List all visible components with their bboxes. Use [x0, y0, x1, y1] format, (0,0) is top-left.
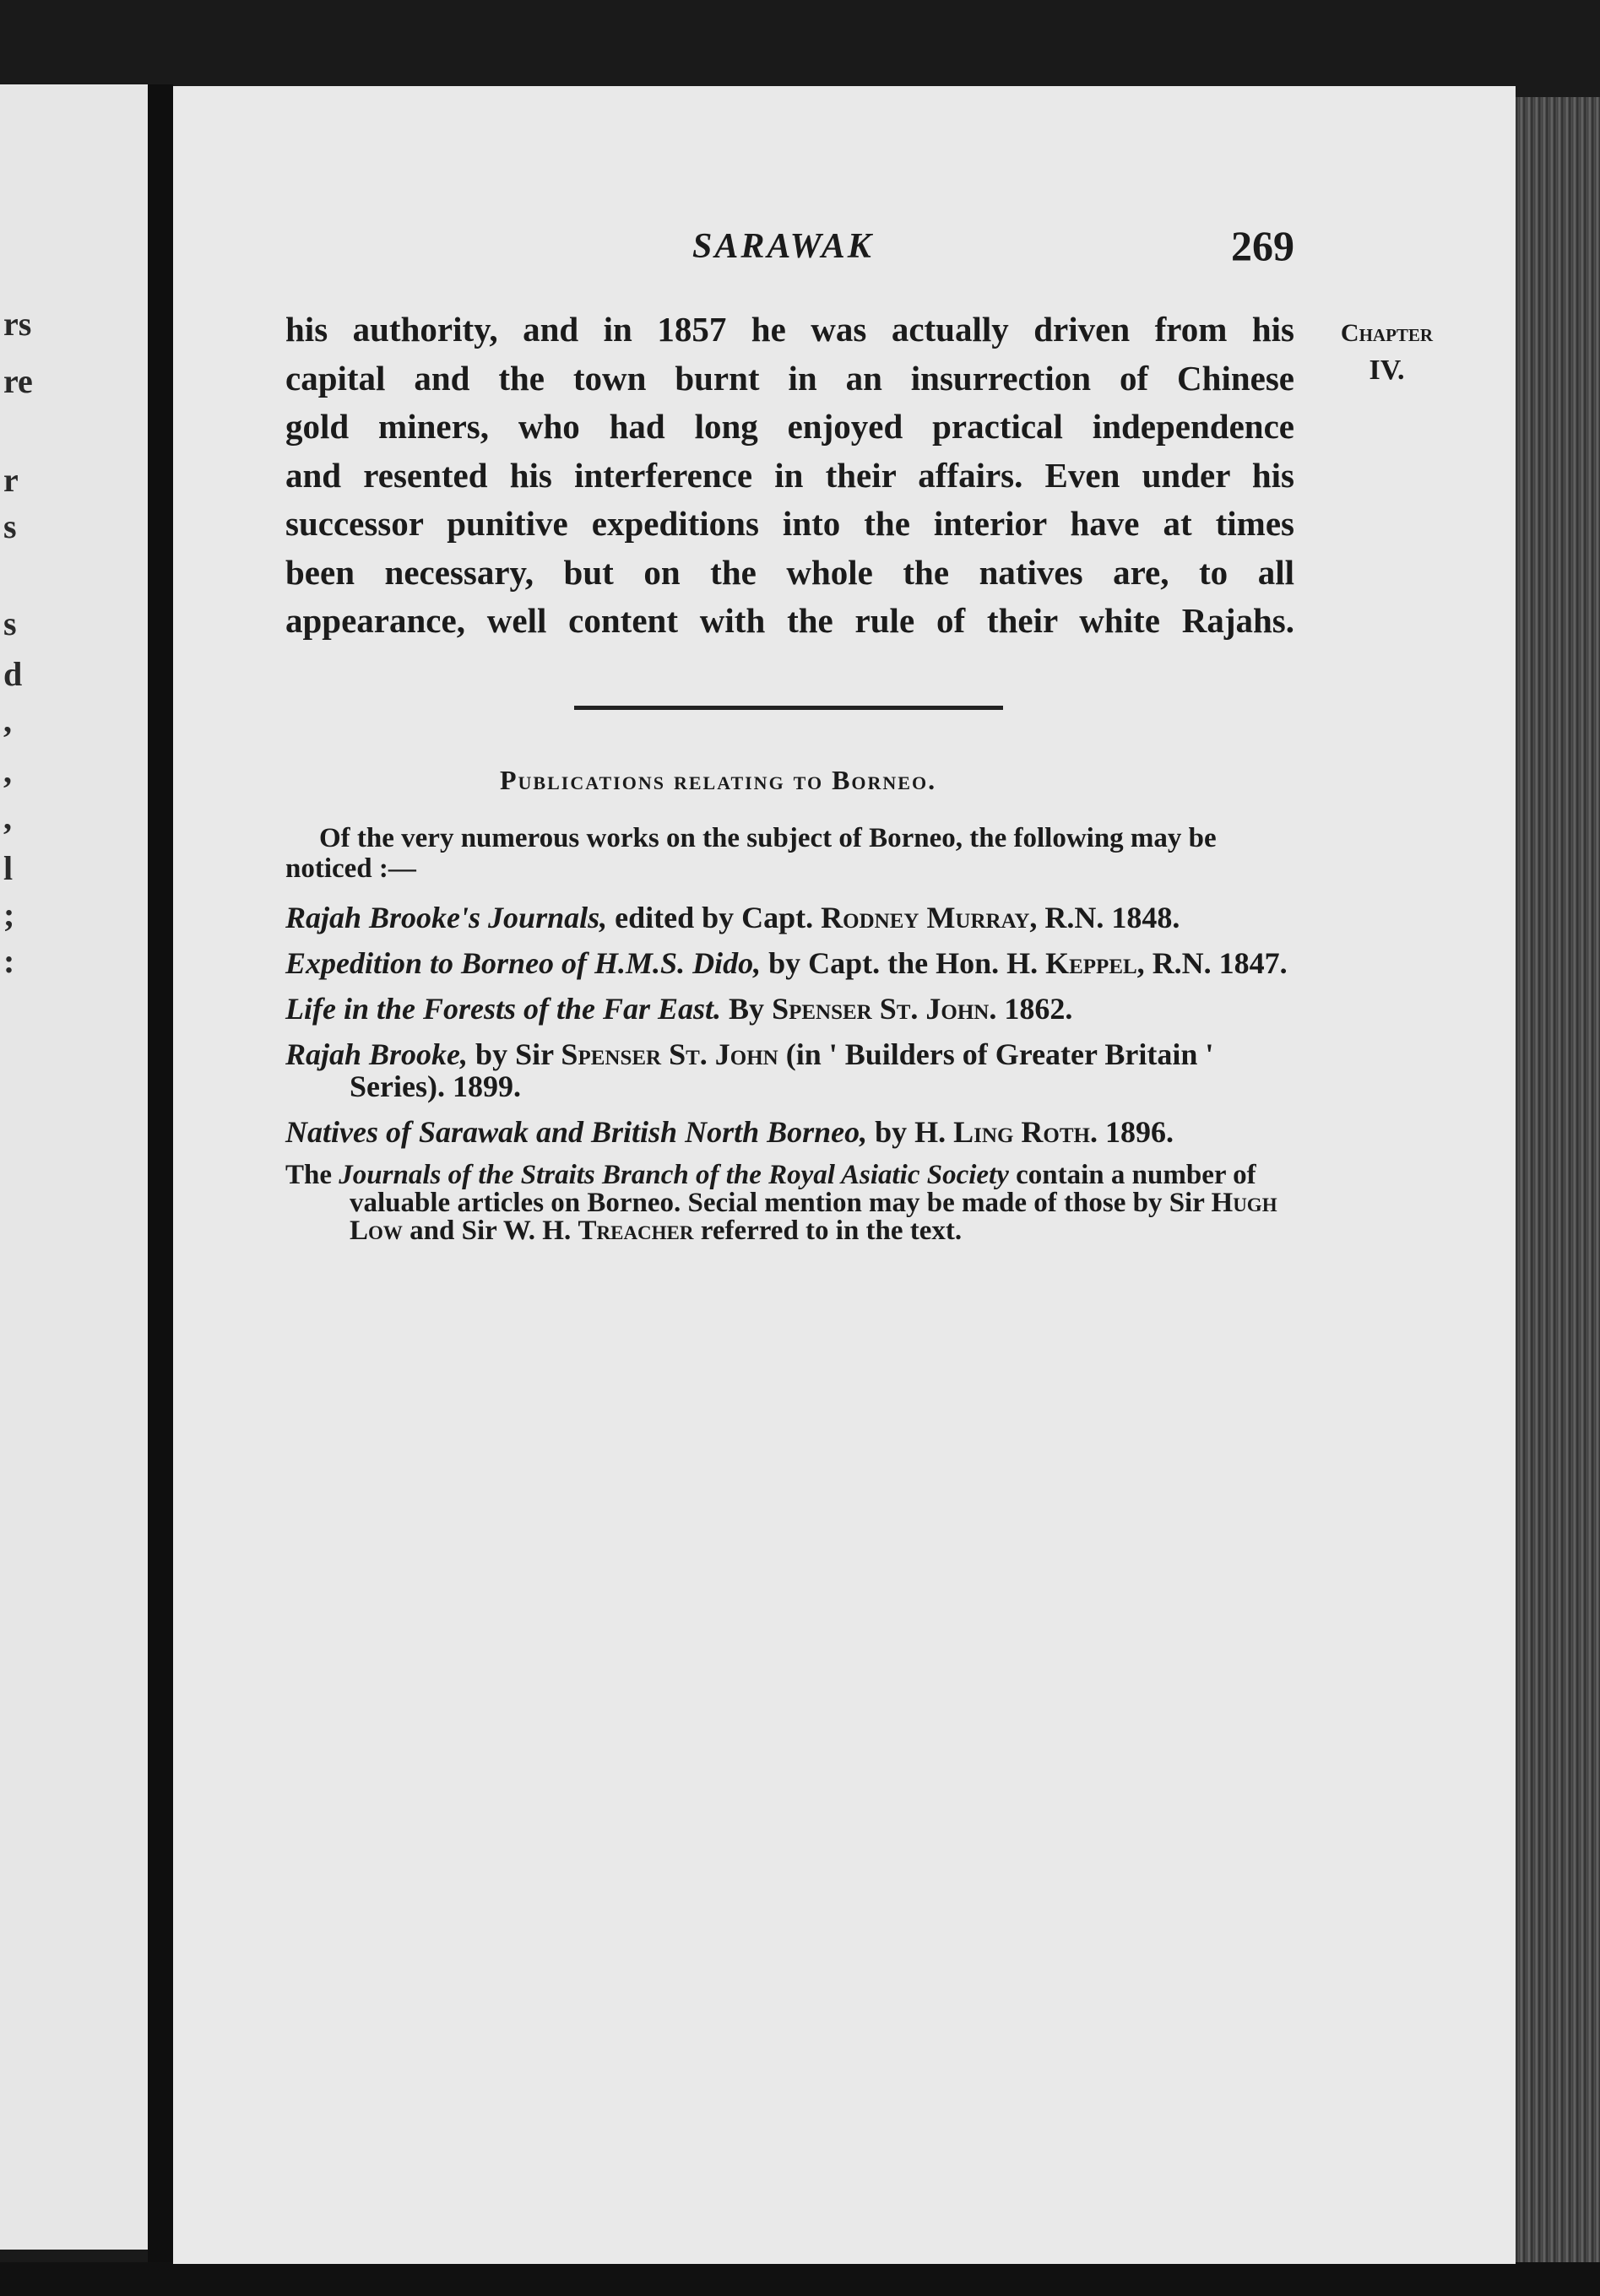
entry-text: referred to in the text. [693, 1216, 963, 1246]
body-line: and resented his interference in their affairs. Even under his [285, 455, 1294, 495]
work-title: Rajah Brooke, [285, 1037, 469, 1071]
entry-text: by H. [867, 1115, 954, 1149]
body-line: gold miners, who had long enjoyed practical independence [285, 407, 1294, 446]
left-fragment: , [3, 799, 12, 837]
body-line: successor punitive expeditions into the interior have at times [285, 504, 1294, 543]
bibliography-entry [285, 1038, 1292, 1102]
left-fragment: ; [3, 896, 15, 934]
work-title: Life in the Forests of the Far East. [285, 992, 722, 1026]
work-title: Rajah Brooke's Journals, [285, 901, 608, 934]
left-fragment: s [3, 507, 17, 545]
body-line: been necessary, but on the whole the natives are, to all [285, 552, 1294, 592]
entry-text: and Sir W. H. [402, 1216, 578, 1246]
left-fragment: r [3, 461, 19, 499]
body-paragraph [285, 306, 1294, 646]
work-title: Natives of Sarawak and British North Borneo, [285, 1115, 868, 1149]
left-fragment: , [3, 752, 12, 790]
left-fragment: : [3, 942, 15, 980]
work-title: Journals of the Straits Branch of the Royal Asiatic Society [339, 1160, 1009, 1190]
running-head: SARAWAK [692, 227, 874, 266]
left-fragment: re [3, 362, 33, 400]
section-heading: Publications relating to Borneo. [500, 765, 937, 795]
section-divider [574, 706, 1003, 710]
work-title: Expedition to Borneo of H.M.S. Dido, [285, 946, 762, 980]
entry-text: by Capt. the Hon. H. [761, 946, 1046, 980]
chapter-number: IV. [1369, 354, 1405, 386]
author-name: Spenser St. John. [772, 992, 997, 1026]
body-line: capital and the town burnt in an insurrection of Chinese [285, 358, 1294, 398]
author-name: Treacher [578, 1216, 694, 1246]
bibliography-intro: Of the very numerous works on the subject of Borneo, the following may be noticed :— [285, 823, 1217, 884]
left-fragment: s [3, 604, 17, 642]
page-number: 269 [1231, 222, 1294, 269]
entry-text: edited by Capt. [607, 901, 822, 934]
left-fragment: rs [3, 305, 32, 343]
body-line: appearance, well content with the rule of their white Rajahs. [285, 601, 1294, 640]
entry-text: 1862. [996, 992, 1073, 1026]
entry-text: contain a number of valuable articles on Borneo. Secial mention may be made of those by Sir [350, 1160, 1256, 1218]
author-name: Spenser St. John [561, 1037, 778, 1071]
bibliography-entry [285, 1116, 1292, 1148]
left-fragment: d [3, 655, 23, 693]
bibliography-entry [285, 993, 1292, 1025]
entry-text: R.N. 1847. [1144, 946, 1288, 980]
page-stack-edge [1511, 97, 1600, 2296]
bibliography-entry [285, 1162, 1292, 1245]
left-fragment: l [3, 849, 14, 887]
entry-text: (in ' Builders of Greater Britain ' Series). 1899. [350, 1037, 1214, 1103]
left-fragment: , [3, 701, 12, 739]
scan-border [0, 2262, 1600, 2296]
body-line: his authority, and in 1857 he was actually driven from his [285, 310, 1294, 349]
author-name: Hugh Low [350, 1188, 1277, 1246]
author-name: Rodney Murray, [821, 901, 1038, 934]
bibliography-entry [285, 947, 1292, 979]
bibliography-entry [285, 902, 1292, 934]
entry-text: by Sir [468, 1037, 561, 1071]
book-gutter [148, 84, 173, 2279]
chapter-label: Chapter [1340, 319, 1434, 347]
entry-text: By [721, 992, 773, 1026]
author-name: Keppel, [1045, 946, 1145, 980]
entry-text: The [285, 1160, 339, 1190]
left-page-edge [0, 84, 148, 2250]
entry-text: 1896. [1097, 1115, 1174, 1149]
entry-text: R.N. 1848. [1037, 901, 1180, 934]
chapter-side-note [1313, 317, 1461, 389]
author-name: Ling Roth. [953, 1115, 1098, 1149]
bibliography-list [285, 902, 1292, 1259]
